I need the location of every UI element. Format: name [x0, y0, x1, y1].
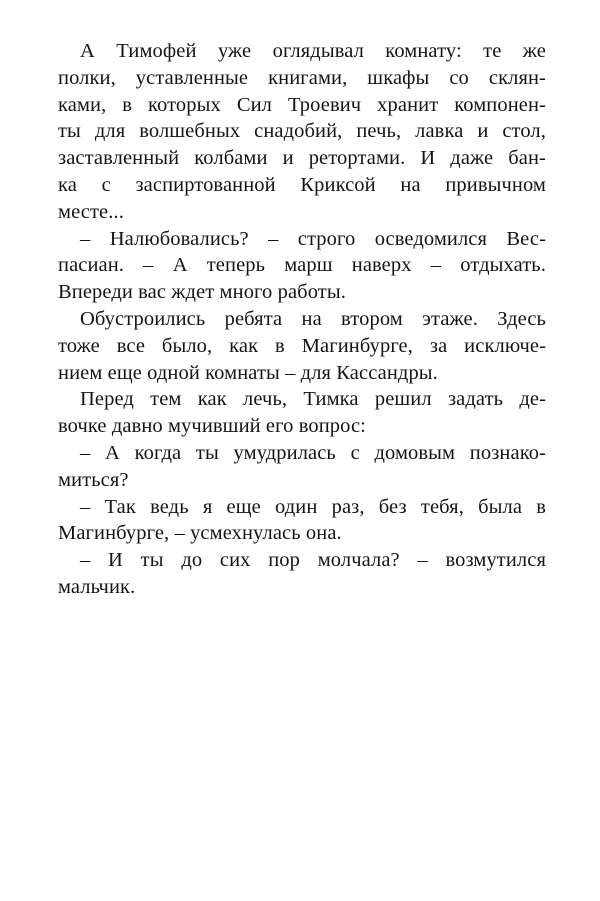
text-line: месте...	[58, 200, 124, 223]
paragraph	[58, 494, 546, 548]
text-line: ты для волшебных снадобий, печь, лавка и стол,	[58, 120, 546, 143]
text-line: Перед тем как лечь, Тимка решил задать де-	[80, 388, 546, 411]
text-line: – И ты до сих пор молчала? – возмутился	[80, 549, 546, 572]
paragraph	[58, 306, 546, 386]
paragraph	[58, 226, 546, 306]
text-line: – Налюбовались? – строго осведомился Вес-	[80, 227, 546, 250]
text-line: мальчик.	[58, 575, 136, 598]
text-line: ка с заспиртованной Криксой на привычном	[58, 173, 546, 196]
text-line: А Тимофей уже оглядывал комнату: те же	[80, 40, 546, 62]
paragraph	[58, 547, 546, 601]
paragraph	[58, 440, 546, 494]
text-line: нием еще одной комнаты – для Кассандры.	[58, 361, 438, 384]
text-line: вочке давно мучивший его вопрос:	[58, 415, 366, 438]
text-line: – Так ведь я еще один раз, без тебя, была в	[80, 495, 546, 518]
text-line: тоже все было, как в Магинбурге, за исключе-	[58, 334, 546, 357]
text-line: миться?	[58, 468, 129, 491]
text-line: Обустроились ребята на втором этаже. Здесь	[80, 307, 546, 330]
text-line: Впереди вас ждет много работы.	[58, 281, 346, 304]
text-line: – А когда ты умудрилась с домовым познако-	[80, 441, 546, 464]
text-line: пасиан. – А теперь марш наверх – отдыхать.	[58, 254, 546, 277]
text-line: ками, в которых Сил Троевич хранит компонен-	[58, 93, 546, 116]
body-text	[58, 38, 546, 601]
paragraph	[58, 386, 546, 440]
text-line: полки, уставленные книгами, шкафы со склян-	[58, 66, 546, 89]
text-line: заставленный колбами и ретортами. И даже бан-	[58, 147, 546, 170]
text-line: Магинбурге, – усмехнулась она.	[58, 522, 342, 545]
paragraph	[58, 38, 546, 226]
